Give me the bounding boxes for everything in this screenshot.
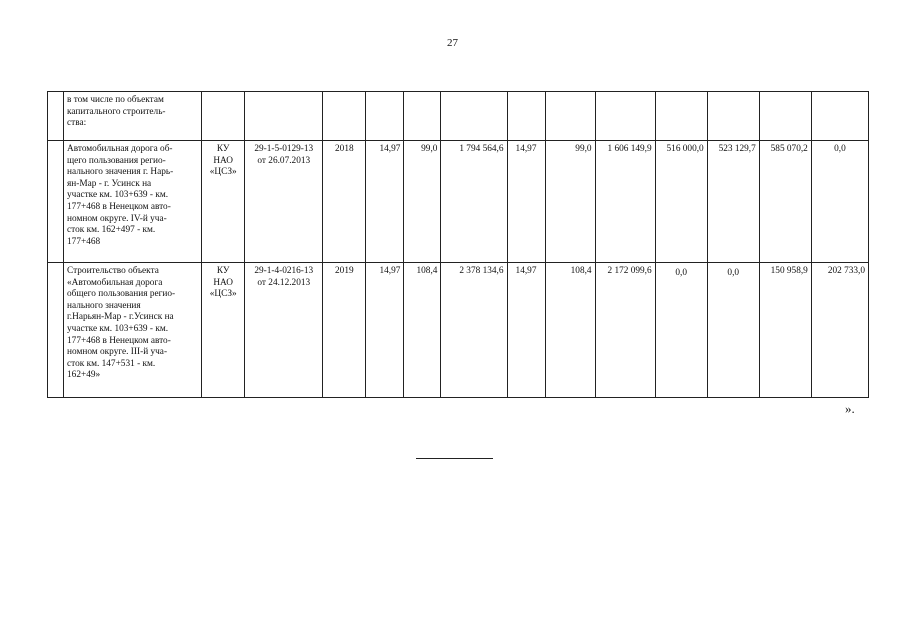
closing-quote: ».: [845, 401, 855, 416]
row-index-cell: [48, 141, 64, 263]
row-index-cell: [48, 263, 64, 398]
value-cell: 108,4: [545, 263, 595, 398]
budget-table: [47, 91, 869, 398]
value-cell: 516 000,0: [655, 141, 707, 263]
value-cell: 585 070,2: [759, 141, 811, 263]
value-cell: 99,0: [404, 141, 441, 263]
table-row: [48, 141, 869, 263]
value-cell: 150 958,9: [759, 263, 811, 398]
table-row: [48, 92, 869, 141]
value-cell: 14,97: [507, 141, 545, 263]
value-cell: 99,0: [545, 141, 595, 263]
value-cell: [655, 92, 707, 141]
row-index-cell: [48, 92, 64, 141]
value-cell: [545, 92, 595, 141]
value-cell: [595, 92, 655, 141]
value-cell: 0,0: [811, 141, 868, 263]
value-cell: 0,0: [707, 263, 759, 398]
document-cell: 29-1-5-0129-13 от 26.07.2013: [245, 141, 323, 263]
year-cell: 2018: [323, 141, 366, 263]
customer-cell: [202, 92, 245, 141]
value-cell: 2 378 134,6: [441, 263, 507, 398]
page-number: 27: [447, 37, 458, 49]
document-cell: 29-1-4-0216-13 от 24.12.2013: [245, 263, 323, 398]
value-cell: [707, 92, 759, 141]
object-name-cell: Строительство объекта «Автомобильная дорога общего пользования регио- нального значения г.Нарьян-Мар - г.Усинск на участке км. 103+639 - км. 177+468 в Ненецком авто- номном округе. III-й уча- сток км. 147+531 - км. 162+49»: [64, 263, 202, 398]
value-cell: 1 606 149,9: [595, 141, 655, 263]
value-cell: [811, 92, 868, 141]
value-cell: 14,97: [507, 263, 545, 398]
value-cell: [366, 92, 404, 141]
value-cell: 523 129,7: [707, 141, 759, 263]
document-cell: [245, 92, 323, 141]
customer-cell: КУ НАО «ЦСЗ»: [202, 263, 245, 398]
value-cell: 14,97: [366, 263, 404, 398]
object-name-cell: в том числе по объектам капитального строитель- ства:: [64, 92, 202, 141]
value-cell: [441, 92, 507, 141]
year-cell: [323, 92, 366, 141]
customer-cell: КУ НАО «ЦСЗ»: [202, 141, 245, 263]
value-cell: [404, 92, 441, 141]
value-cell: 108,4: [404, 263, 441, 398]
value-cell: 14,97: [366, 141, 404, 263]
value-cell: [759, 92, 811, 141]
value-cell: 2 172 099,6: [595, 263, 655, 398]
value-cell: [507, 92, 545, 141]
value-cell: 202 733,0: [811, 263, 868, 398]
table-row: [48, 263, 869, 398]
object-name-cell: Автомобильная дорога об- щего пользования регио- нального значения г. Нарь- ян-Мар - г. Усинск на участке км. 103+639 - км. 177+468 в Ненецком авто- номном округе. IV-й уча- сток км. 162+497 - км. 177+468: [64, 141, 202, 263]
value-cell: 1 794 564,6: [441, 141, 507, 263]
value-cell: 0,0: [655, 263, 707, 398]
year-cell: 2019: [323, 263, 366, 398]
separator-line: [416, 458, 493, 459]
